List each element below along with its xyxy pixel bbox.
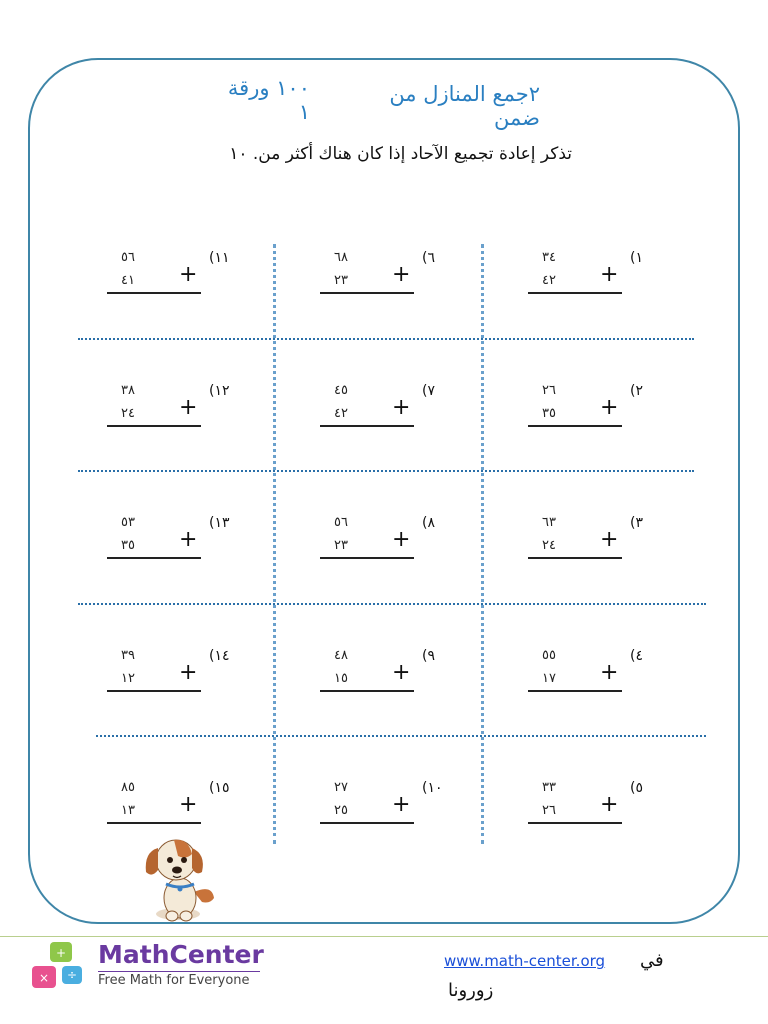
answer-line xyxy=(320,690,414,692)
plus-sign: + xyxy=(600,660,619,685)
footer-divider xyxy=(0,936,768,937)
problem-number: (٦ xyxy=(422,250,435,266)
addend-top: ٢٧ xyxy=(334,780,348,795)
addend-top: ٥٥ xyxy=(542,648,556,663)
addend-top: ٨٥ xyxy=(121,780,135,795)
brand-tagline: Free Math for Everyone xyxy=(98,973,250,988)
plus-sign: + xyxy=(392,527,411,552)
mathcenter-logo-icon xyxy=(30,940,94,1000)
column-divider xyxy=(481,244,484,844)
addend-top: ٤٥ xyxy=(334,383,348,398)
addend-top: ٥٦ xyxy=(334,515,348,530)
addend-bottom: ٢٣ xyxy=(334,538,348,553)
addend-bottom: ٤٢ xyxy=(542,273,556,288)
answer-line xyxy=(528,557,622,559)
plus-sign: + xyxy=(179,395,198,420)
problem-4 xyxy=(528,648,648,708)
sheet-label: ١٠٠ ورقة ١ xyxy=(227,76,310,124)
row-divider xyxy=(78,603,706,605)
addend-bottom: ١٢ xyxy=(121,671,135,686)
problem-8 xyxy=(320,515,440,575)
addend-top: ٥٦ xyxy=(121,250,135,265)
addend-bottom: ١٥ xyxy=(334,671,348,686)
addend-top: ٢٦ xyxy=(542,383,556,398)
addend-bottom: ٢٥ xyxy=(334,803,348,818)
problem-7 xyxy=(320,383,440,443)
problem-12 xyxy=(107,383,230,443)
plus-sign: + xyxy=(179,527,198,552)
problem-number: (١٢ xyxy=(209,383,230,399)
addend-bottom: ٢٦ xyxy=(542,803,556,818)
puppy-illustration xyxy=(136,832,220,924)
credit-prefix: في xyxy=(640,950,664,971)
row-divider xyxy=(78,338,694,340)
answer-line xyxy=(107,425,201,427)
problem-13 xyxy=(107,515,230,575)
addend-top: ٦٣ xyxy=(542,515,556,530)
answer-line xyxy=(528,292,622,294)
problem-number: (١٣ xyxy=(209,515,230,531)
problem-2 xyxy=(528,383,648,443)
addend-top: ٣٨ xyxy=(121,383,135,398)
problem-number: (١ xyxy=(630,250,643,266)
addend-bottom: ٤١ xyxy=(121,273,135,288)
answer-line xyxy=(528,425,622,427)
problem-number: (٣ xyxy=(630,515,643,531)
answer-line xyxy=(107,690,201,692)
addend-bottom: ١٧ xyxy=(542,671,556,686)
problem-number: (٩ xyxy=(422,648,435,664)
plus-sign: + xyxy=(392,262,411,287)
plus-sign: + xyxy=(179,792,198,817)
addend-top: ٣٤ xyxy=(542,250,556,265)
brand-name: MathCenter xyxy=(98,940,264,969)
problem-14 xyxy=(107,648,230,708)
plus-sign: + xyxy=(392,660,411,685)
problem-number: (٢ xyxy=(630,383,643,399)
plus-sign: + xyxy=(600,395,619,420)
credit-suffix: زورونا xyxy=(448,980,494,1001)
problem-6 xyxy=(320,250,440,310)
problem-9 xyxy=(320,648,440,708)
addend-bottom: ٢٤ xyxy=(542,538,556,553)
problem-number: (١٥ xyxy=(209,780,230,796)
addend-bottom: ٢٣ xyxy=(334,273,348,288)
problem-number: (٥ xyxy=(630,780,643,796)
addend-bottom: ٢٤ xyxy=(121,406,135,421)
answer-line xyxy=(528,690,622,692)
plus-sign: + xyxy=(392,792,411,817)
addend-bottom: ٣٥ xyxy=(121,538,135,553)
problem-number: (١٤ xyxy=(209,648,230,664)
instructions: تذكر إعادة تجميع الآحاد إذا كان هناك أكثر من. ١٠ xyxy=(229,144,572,164)
answer-line xyxy=(528,822,622,824)
worksheet-title: ٢جمع المنازل من ضمن xyxy=(389,82,540,130)
row-divider xyxy=(78,470,694,472)
addend-bottom: ٣٥ xyxy=(542,406,556,421)
answer-line xyxy=(320,425,414,427)
answer-line xyxy=(320,557,414,559)
svg-text:÷: ÷ xyxy=(66,968,78,982)
svg-text:+: + xyxy=(55,946,67,960)
addend-top: ٣٣ xyxy=(542,780,556,795)
answer-line xyxy=(107,292,201,294)
plus-sign: + xyxy=(392,395,411,420)
problem-3 xyxy=(528,515,648,575)
answer-line xyxy=(320,822,414,824)
problem-number: (٤ xyxy=(630,648,643,664)
plus-sign: + xyxy=(600,527,619,552)
plus-sign: + xyxy=(179,660,198,685)
problem-number: (٨ xyxy=(422,515,435,531)
website-link[interactable]: www.math-center.org xyxy=(444,952,606,970)
plus-sign: + xyxy=(600,262,619,287)
problem-15 xyxy=(107,780,230,840)
addend-top: ٣٩ xyxy=(121,648,135,663)
problem-number: (٧ xyxy=(422,383,435,399)
addend-top: ٥٣ xyxy=(121,515,135,530)
problem-11 xyxy=(107,250,230,310)
answer-line xyxy=(320,292,414,294)
plus-sign: + xyxy=(179,262,198,287)
answer-line xyxy=(107,557,201,559)
problem-number: (١١ xyxy=(209,250,230,266)
problem-1 xyxy=(528,250,648,310)
column-divider xyxy=(273,244,276,844)
addend-top: ٤٨ xyxy=(334,648,348,663)
addend-bottom: ٤٢ xyxy=(334,406,348,421)
answer-line xyxy=(107,822,201,824)
problem-10 xyxy=(320,780,443,840)
addend-bottom: ١٣ xyxy=(121,803,135,818)
svg-text:×: × xyxy=(38,971,50,985)
problem-number: (١٠ xyxy=(422,780,443,796)
plus-sign: + xyxy=(600,792,619,817)
brand-underline xyxy=(98,971,260,972)
row-divider xyxy=(96,735,706,737)
addend-top: ٦٨ xyxy=(334,250,348,265)
problem-5 xyxy=(528,780,648,840)
